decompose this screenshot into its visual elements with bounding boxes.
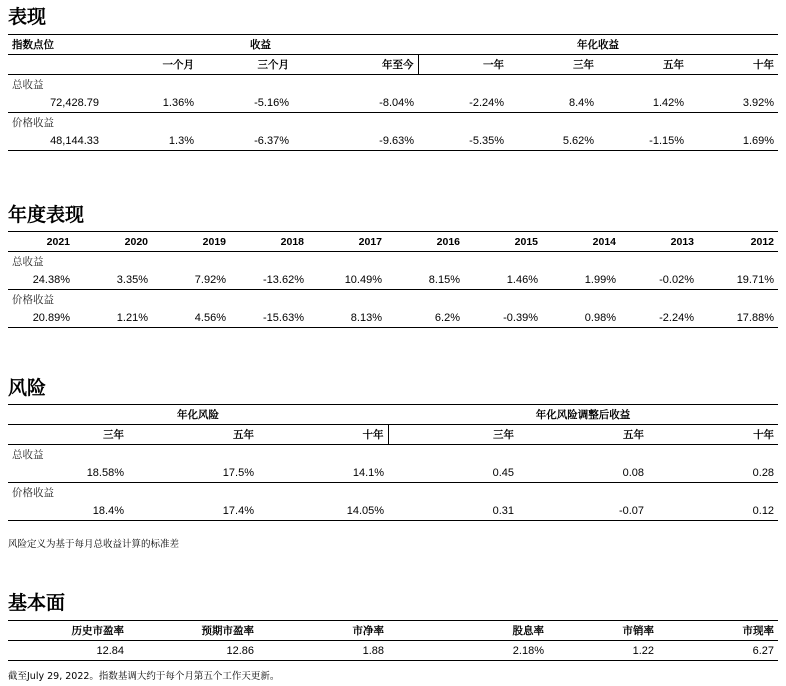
cell: 1.3%	[103, 131, 198, 151]
year-header: 2020	[74, 232, 152, 252]
risk-table	[8, 404, 778, 521]
row-label	[8, 445, 778, 464]
cell: 1.36%	[103, 93, 198, 113]
cell: 3.35%	[74, 270, 152, 290]
cell: 18.4%	[8, 501, 128, 521]
cell: 3.92%	[688, 93, 778, 113]
cell: 10.49%	[308, 270, 386, 290]
cell: 0.08	[518, 463, 648, 483]
row-label	[8, 75, 778, 94]
column-header: 三年	[388, 425, 518, 445]
cell: -0.02%	[620, 270, 698, 290]
performance-table	[8, 34, 778, 151]
row-label	[8, 113, 778, 132]
cell: 0.31	[388, 501, 518, 521]
cell: -0.39%	[464, 308, 542, 328]
row-label	[8, 483, 778, 502]
table-row	[8, 641, 778, 661]
cell: 48,144.33	[8, 131, 103, 151]
column-header: 三年	[508, 55, 598, 75]
table-row	[8, 131, 778, 151]
cell: 17.5%	[128, 463, 258, 483]
price-return-label: 价格收益	[12, 486, 54, 499]
cell: 1.69%	[688, 131, 778, 151]
cell: 0.45	[388, 463, 518, 483]
column-header: 一年	[418, 55, 508, 75]
column-header: 历史市盈率	[8, 621, 128, 641]
column-header: 五年	[598, 55, 688, 75]
risk-header-row	[8, 405, 778, 425]
fundamentals-note: 截至July 29, 2022。指数基调大约于每个月第五个工作天更新。	[8, 671, 280, 682]
cell: -0.07	[518, 501, 648, 521]
cell: 20.89%	[8, 308, 74, 328]
column-header: 预期市盈率	[128, 621, 258, 641]
performance-columns-row	[8, 55, 778, 75]
table-row	[8, 308, 778, 328]
cell: 6.27	[658, 641, 778, 661]
cell: 19.71%	[698, 270, 778, 290]
cell: 8.13%	[308, 308, 386, 328]
cell: -2.24%	[418, 93, 508, 113]
column-header: 十年	[688, 55, 778, 75]
price-return-label: 价格收益	[12, 116, 54, 129]
risk-adjusted-header: 年化风险调整后收益	[388, 405, 778, 425]
year-header: 2021	[8, 232, 74, 252]
cell: 2.18%	[388, 641, 548, 661]
year-header: 2014	[542, 232, 620, 252]
returns-header: 收益	[103, 35, 418, 55]
annual-table	[8, 231, 778, 328]
row-label	[8, 252, 778, 271]
cell: -9.63%	[293, 131, 418, 151]
cell: 1.21%	[74, 308, 152, 328]
year-header: 2015	[464, 232, 542, 252]
cell: 72,428.79	[8, 93, 103, 113]
performance-title: 表现	[8, 6, 47, 28]
cell: 1.42%	[598, 93, 688, 113]
cell: 14.1%	[258, 463, 388, 483]
column-header: 一个月	[103, 55, 198, 75]
column-header: 十年	[648, 425, 778, 445]
annual-title: 年度表现	[8, 204, 85, 226]
cell: 1.46%	[464, 270, 542, 290]
year-header: 2016	[386, 232, 464, 252]
total-return-label: 总收益	[12, 448, 44, 461]
cell: 1.99%	[542, 270, 620, 290]
cell: 24.38%	[8, 270, 74, 290]
cell: -5.35%	[418, 131, 508, 151]
row-label	[8, 290, 778, 309]
column-header: 市销率	[548, 621, 658, 641]
cell: 1.22	[548, 641, 658, 661]
cell: 14.05%	[258, 501, 388, 521]
cell: 17.88%	[698, 308, 778, 328]
year-header: 2017	[308, 232, 386, 252]
fundamentals-title: 基本面	[8, 592, 66, 614]
column-header: 年至今	[293, 55, 418, 75]
table-row	[8, 93, 778, 113]
cell: -5.16%	[198, 93, 293, 113]
column-header: 市净率	[258, 621, 388, 641]
year-header: 2019	[152, 232, 230, 252]
cell: -15.63%	[230, 308, 308, 328]
cell: 0.28	[648, 463, 778, 483]
column-header: 市现率	[658, 621, 778, 641]
performance-header-row	[8, 35, 778, 55]
column-header: 五年	[128, 425, 258, 445]
table-row	[8, 463, 778, 483]
column-header: 五年	[518, 425, 648, 445]
cell: -2.24%	[620, 308, 698, 328]
cell: -1.15%	[598, 131, 688, 151]
cell: 8.4%	[508, 93, 598, 113]
table-row	[8, 501, 778, 521]
year-header: 2012	[698, 232, 778, 252]
cell: 0.12	[648, 501, 778, 521]
total-return-label: 总收益	[12, 255, 44, 268]
cell: 7.92%	[152, 270, 230, 290]
cell: 8.15%	[386, 270, 464, 290]
risk-columns-row	[8, 425, 778, 445]
price-return-label: 价格收益	[12, 293, 54, 306]
year-header: 2013	[620, 232, 698, 252]
table-row	[8, 270, 778, 290]
cell: 12.84	[8, 641, 128, 661]
risk-title: 风险	[8, 377, 47, 399]
column-header: 三个月	[198, 55, 293, 75]
risk-note: 风险定义为基于每月总收益计算的标准差	[8, 539, 180, 550]
cell: 1.88	[258, 641, 388, 661]
year-header: 2018	[230, 232, 308, 252]
cell: 5.62%	[508, 131, 598, 151]
annual-risk-header: 年化风险	[8, 405, 388, 425]
column-header: 三年	[8, 425, 128, 445]
cell: -6.37%	[198, 131, 293, 151]
cell: 6.2%	[386, 308, 464, 328]
column-header: 十年	[258, 425, 388, 445]
annual-header-row	[8, 232, 778, 252]
cell: 4.56%	[152, 308, 230, 328]
cell: -13.62%	[230, 270, 308, 290]
cell: 0.98%	[542, 308, 620, 328]
cell: -8.04%	[293, 93, 418, 113]
fundamentals-table	[8, 620, 778, 661]
cell: 12.86	[128, 641, 258, 661]
cell: 17.4%	[128, 501, 258, 521]
annualized-header: 年化收益	[418, 35, 778, 55]
cell: 18.58%	[8, 463, 128, 483]
fundamentals-header-row	[8, 621, 778, 641]
total-return-label: 总收益	[12, 78, 44, 91]
column-header: 股息率	[388, 621, 548, 641]
points-header: 指数点位	[8, 35, 103, 55]
